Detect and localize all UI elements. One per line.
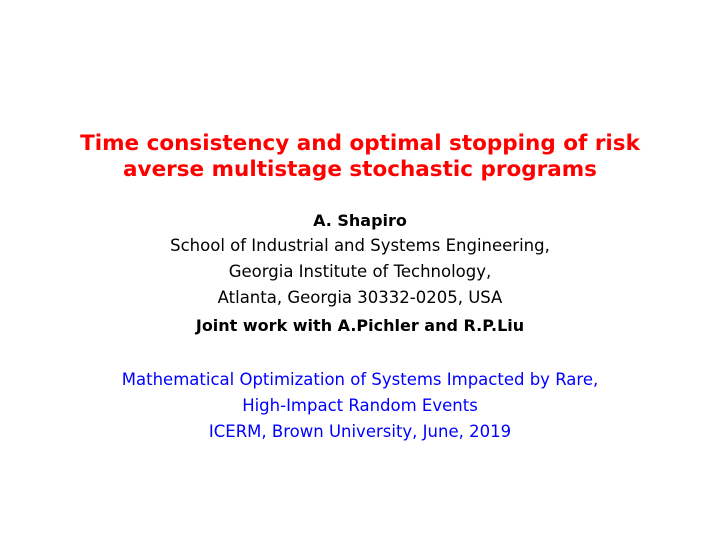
joint-work-note: Joint work with A.Pichler and R.P.Liu xyxy=(195,316,525,335)
author-name: A. Shapiro xyxy=(313,211,407,230)
affiliation-line-3: Atlanta, Georgia 30332-0205, USA xyxy=(217,288,503,307)
affiliation-line-2: Georgia Institute of Technology, xyxy=(228,262,492,281)
event-line-3: ICERM, Brown University, June, 2019 xyxy=(208,422,512,441)
title-line-2: averse multistage stochastic programs xyxy=(123,157,597,182)
affiliation-line-1: School of Industrial and Systems Engineering, xyxy=(170,236,550,255)
event-line-1: Mathematical Optimization of Systems Impacted by Rare, xyxy=(121,370,599,389)
title-line-1: Time consistency and optimal stopping of risk xyxy=(80,131,640,156)
event-line-2: High-Impact Random Events xyxy=(242,396,478,415)
